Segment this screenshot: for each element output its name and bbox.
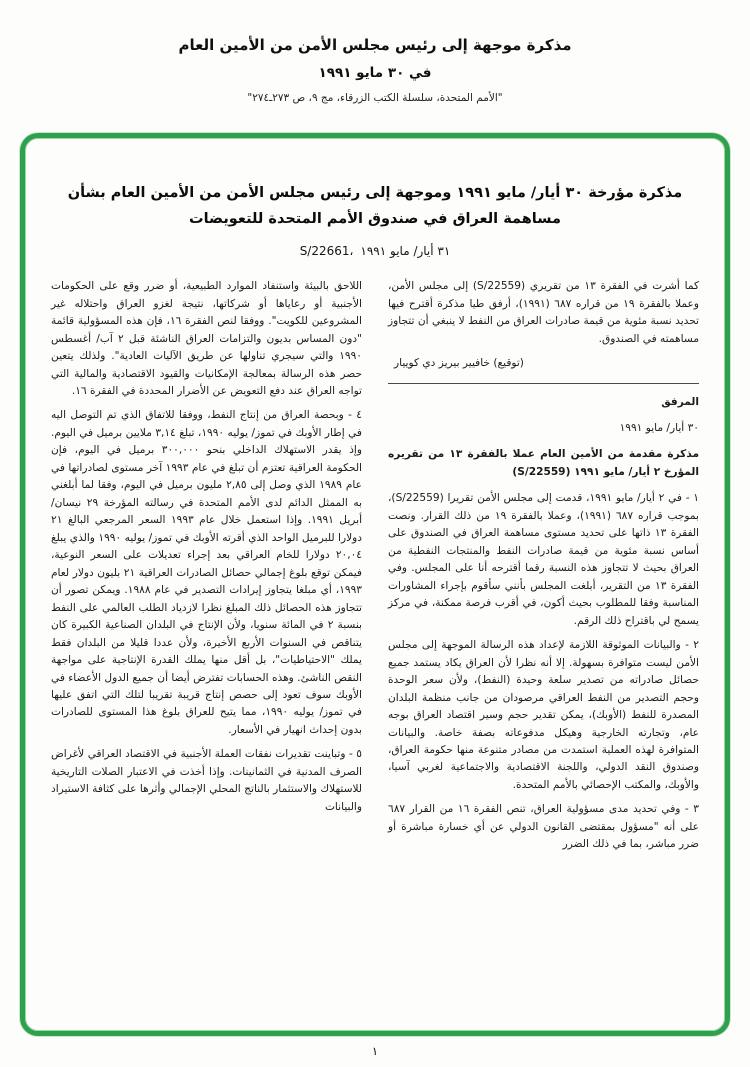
page-number: ١ — [371, 1044, 379, 1058]
annex-date: ٣٠ أيار/ مايو ١٩٩١ — [619, 422, 699, 434]
column-right — [388, 278, 699, 861]
paragraph-2: ٢ - والبيانات الموثوقة اللازمة لإعداد هذه الرسالة الموجهة إلى مجلس الأمن ليست متوافرة بسهولة. إلا أنه نظرا لأن العراق يكاد يستمد جميع حصائل صادراته من تصدير سلعة وحيدة (النفط)، ولأن سعر الوحدة وحجم التصدير من النفط العراقي مرصودان من جانب منظمة البلدان المصدرة للنفط (الأوبك)، يمكن تقدير حجم وسير اقتصاد العراق بوجه عام، وتجارته الخارجية وهيكل مدفوعاته بصفة خاصة. والبيانات المتوافرة لهذه العملية استمدت من مصادر متنوعة منها حكومة العراق، وصندوق النقد الدولي، واللجنة الاقتصادية والاجتماعية لغربي آسيا، والأوبك، والمكتب الإحصائي بالأمم المتحدة. — [388, 639, 699, 791]
paragraph-3-continued: اللاحق بالبيئة واستنفاد الموارد الطبيعية، أو ضرر وقع على الحكومات الأجنبية أو رعاياها أو شركاتها، نتيجة لغزو العراق واحتلاله غير المشروعين للكويت". ووفقا لنص الفقرة ١٦، فإن هذه المسؤولية قائمة "دون المساس بديون والتزامات العراق الناشئة قبل ٢ آب/ أغسطس ١٩٩٠ والتي سيجري تناولها عن طريق الآليات العادية". ولذلك يتعين حصر هذه الرسالة بمعالجة الإمكانيات والقيود الاقتصادية والمالية التي تواجه العراق عند دفع التعويض عن الأضرار المحددة في الفقرة ١٦. — [51, 280, 362, 397]
two-column-body — [51, 278, 699, 861]
annex-heading: مذكرة مقدمة من الأمين العام عملا بالفقرة ١٣ من تقريره المؤرخ ٢ أيار/ مايو ١٩٩١ (S/22559) — [388, 448, 700, 478]
paragraph-1: ١ - في ٢ أيار/ مايو ١٩٩١، قدمت إلى مجلس الأمن تقريرا (S/22559)، بموجب قراره ٦٨٧ (١٩٩١)، وعملا بالفقرة ١٩ من ذلك القرار. ونصت الفقرة ١٣ ذاتها على تحديد مستوى مساهمة العراق في الصندوق على أساس نسبة مئوية من قيمة صادرات النفط والمنتجات النفطية من العراق بحيث لا تتجاوز هذه النسبة رقما أقترحه أنا على المجلس. وفي الفقرة ١٣ من التقرير، أبلغت المجلس بأنني سأقوم بإجراء المشاورات المناسبة وفقا للمطلوب بحيث أكون، في أقرب فرصة ممكنة، في مركز يسمح لي باقتراح ذلك الرقم. — [388, 492, 699, 627]
page-header — [0, 0, 750, 104]
green-document-frame — [20, 133, 730, 1036]
header-source-citation: "الأمم المتحدة، سلسلة الكتب الزرقاء، مج ٩، ص ٢٧٣ـ٢٧٤" — [247, 92, 503, 104]
header-date: في ٣٠ مايو ١٩٩١ — [318, 65, 432, 81]
header-title: مذكرة موجهة إلى رئيس مجلس الأمن من الأمين العام — [178, 36, 572, 54]
annex-separator-line — [388, 383, 699, 384]
annex-label: المرفق — [661, 395, 699, 408]
paragraph-4: ٤ - وبحصة العراق من إنتاج النفط، ووفقا للاتفاق الذي تم التوصل اليه في إطار الأوبك في تموز/ يوليه ١٩٩٠، تبلغ ٣,١٤ ملايين برميل في اليوم. وإذ يقدر الاستهلاك الداخلي بنحو ٣٠٠,٠٠٠ برميل في اليوم، فإن الحكومة العراقية تعتزم أن تبلغ في عام ١٩٩٣ آخر مستوى لصادراتها في عام ١٩٨٩ الذي وصل إلى ٢,٨٥ مليون برميل في اليوم، وفقا لما أبلغني به الممثل الدائم لدى الأمم المتحدة في رسالته المؤرخة ٢٩ نيسان/ أبريل ١٩٩١. وإذا استعمل خلال عام ١٩٩٣ السعر المرجعي البالغ ٢١ دولارا للبرميل الواحد الذي أقرته الأوبك في تموز/ يوليه ١٩٩٠ والذي يبلغ ٢٠,٠٤ دولارا للخام العراقي بعد إجراء تعديلات على السعر النوعية، فيمكن توقع بلوغ إجمالي حصائل الصادرات العراقية ٢١ بليون دولار لعام ١٩٩٣، أي مبلغا يتجاوز إيرادات التصدير في عام ١٩٨٨. ويمكن تصور أن تتجاوز هذه الحصائل ذلك المبلغ نظرا لازدياد الطلب العالمي على النفط بنسبة ٢ في المائة سنويا، ولأن الإنتاج في البلدان الصناعية الكبيرة كان يتناقص في السنوات الأربع الأخيرة، ولأن عددا قليلا من البلدان فقط يملك "الاحتياطيات"، بل أقل منها يملك القدرة الإنتاجية على مواجهة النقص الناشئ. وهذه الحسابات تفترض أيضا أن جميع الدول الأعضاء في الأوبك سوف تعود إلى حصص إنتاج قريبة تقريبا لتلك التي اتفق عليها في تموز/ يوليه ١٩٩٠، مما يتيح للعراق بلوغ هذا المستوى للصادرات بدون إحداث انهيار في الأسعار. — [51, 409, 363, 736]
paragraph-5: ٥ - وتباينت تقديرات نفقات العملة الأجنبية في الاقتصاد العراقي لأغراض الصرف المدنية في الثمانينات. وإذا أخذت في الاعتبار الصلات التاريخية للاستهلاك والاستثمار بالناتج المحلي الإجمالي وأثرها على كثافة الاستيراد والبيانات — [51, 748, 362, 813]
document-symbol: S/22661، — [299, 244, 354, 259]
document-title: مذكرة مؤرخة ٣٠ أيار/ مايو ١٩٩١ وموجهة إلى رئيس مجلس الأمن من الأمين العام بشأن مساهمة العراق في صندوق الأمم المتحدة للتعويضات — [67, 185, 683, 228]
cover-note-paragraph: كما أشرت في الفقرة ١٣ من تقريري (S/22559) إلى مجلس الأمن، وعملا بالفقرة ١٩ من قراره ٦٨٧ (١٩٩١)، أرفق طيا مذكرة أقترح فيها تحديد نسبة مئوية من قيمة صادرات العراق من النفط لا ينبغي أن تتجاوز مساهمته في الصندوق. — [388, 280, 699, 345]
column-left — [51, 278, 362, 861]
paragraph-3: ٣ - وفي تحديد مدى مسؤولية العراق، تنص الفقرة ١٦ من القرار ٦٨٧ على أنه "مسؤول بمقتضى القانون الدولي عن أي خسارة مباشرة أو ضرر مباشر، بما في ذلك الضرر — [388, 803, 699, 851]
document-symbol-date: ٣١ أيار/ مايو ١٩٩١ — [360, 244, 451, 259]
document-reference-line — [51, 244, 699, 258]
signature-line: (توقيع) خافيير بيريز دي كوييار — [394, 357, 524, 370]
